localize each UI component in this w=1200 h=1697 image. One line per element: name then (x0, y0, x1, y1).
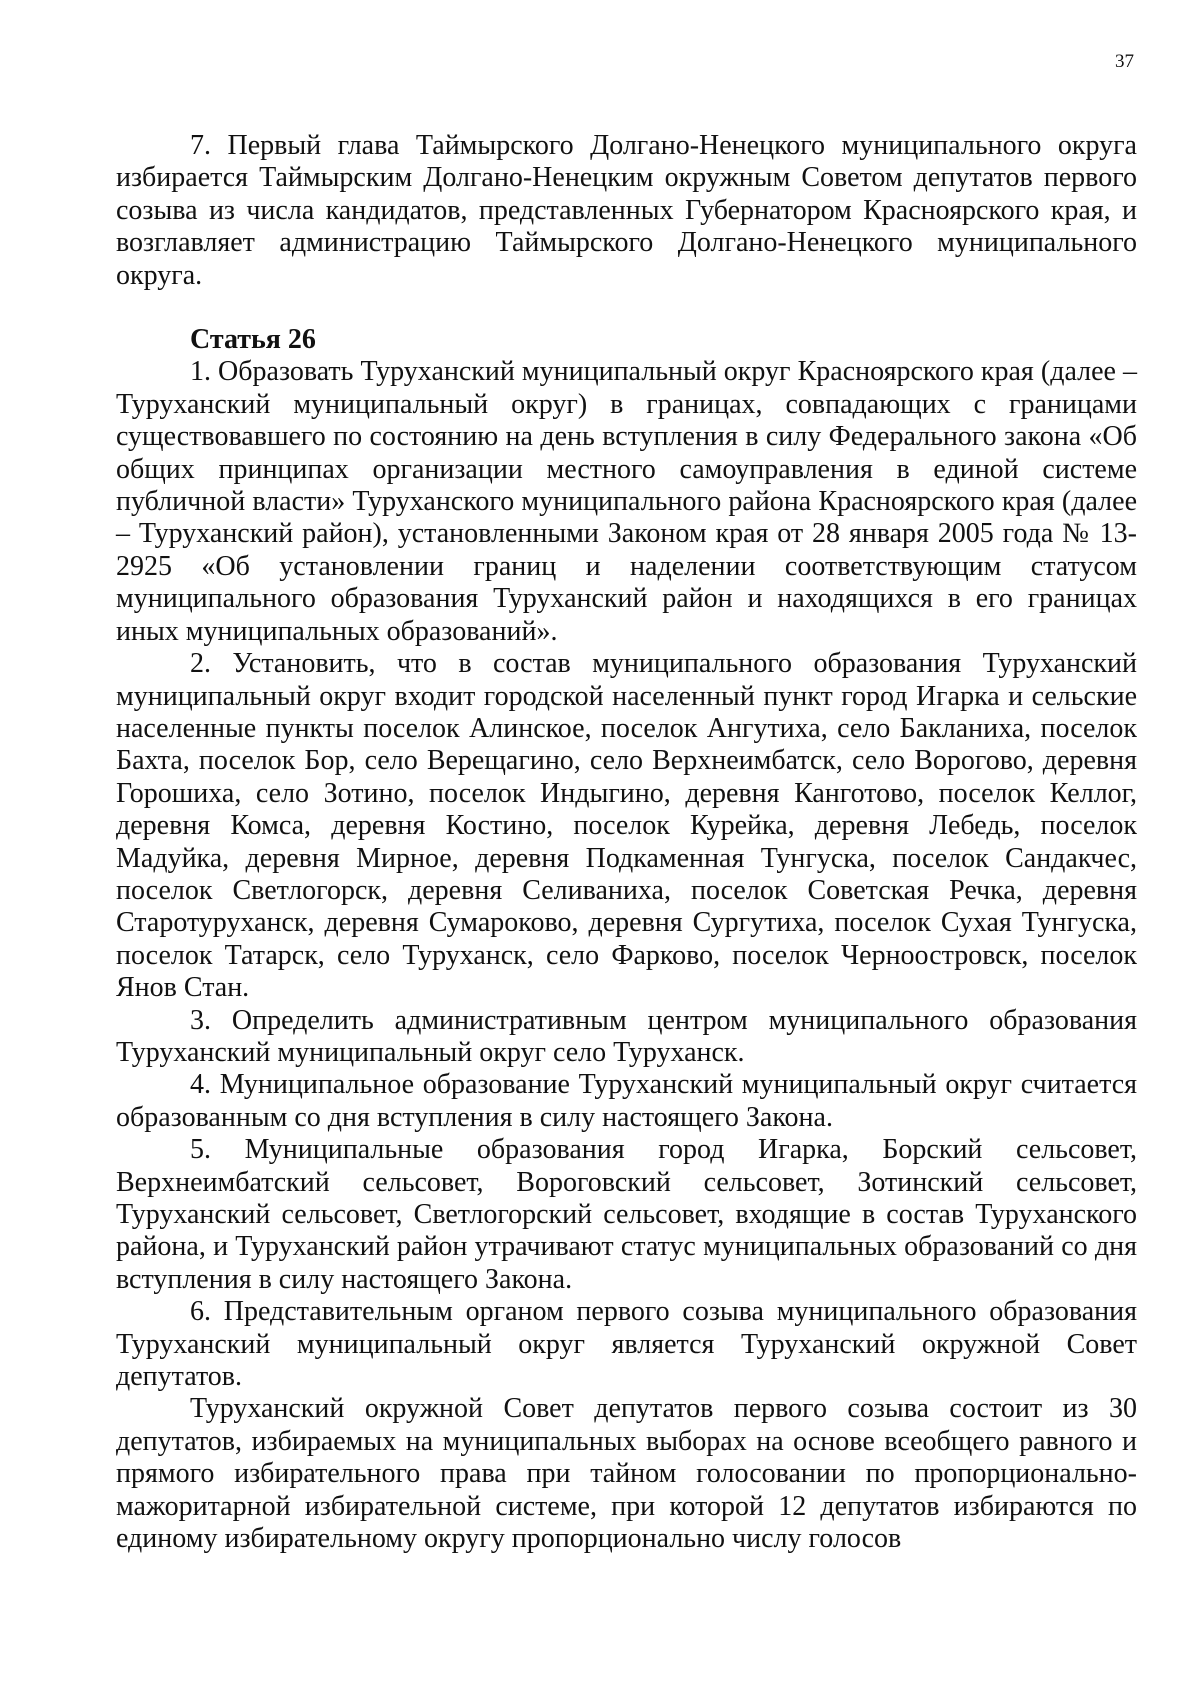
page-number: 37 (1115, 51, 1134, 72)
intro-paragraph: 7. Первый глава Таймырского Долгано-Ненецкого муниципального округа избирается Таймырским Долгано-Ненецким окружным Советом депутатов первого созыва из числа кандидатов, представленных Губернатором Красноярского края, и возглавляет администрацию Таймырского Долгано-Ненецкого муниципального округа. (116, 130, 1137, 291)
article-title: Статья 26 (190, 324, 316, 356)
paragraph-6: 6. Представительным органом первого созыва муниципального образования Туруханский муниципальный округ является Туруханский окружной Совет депутатов. (116, 1296, 1137, 1393)
paragraph-6-continuation: Туруханский окружной Совет депутатов первого созыва состоит из 30 депутатов, избираемых на муниципальных выборах на основе всеобщего равного и прямого избирательного права при тайном голосовании по пропорционально-мажоритарной избирательной системе, при которой 12 депутатов избираются по единому избирательному округу пропорционально числу голосов (116, 1393, 1137, 1555)
paragraph-3: 3. Определить административным центром муниципального образования Туруханский муниципальный округ село Туруханск. (116, 1004, 1137, 1068)
paragraph-5: 5. Муниципальные образования город Игарка, Борский сельсовет, Верхнеимбатский сельсовет, Вороговский сельсовет, Зотинский сельсовет, Туруханский сельсовет, Светлогорский сельсовет, входящие в состав Туруханского района, и Туруханский район утрачивают статус муниципальных образований со дня вступления в силу настоящего Закона. (116, 1134, 1137, 1295)
paragraph-4: 4. Муниципальное образование Туруханский муниципальный округ считается образованным со дня вступления в силу настоящего Закона. (116, 1069, 1137, 1133)
document-body (116, 130, 1137, 1555)
paragraph-1: 1. Образовать Туруханский муниципальный округ Красноярского края (далее – Туруханский муниципальный округ) в границах, совпадающих с границами существовавшего по состоянию на день вступления в силу Федерального закона «Об общих принципах организации местного самоуправления в единой системе публичной власти» Туруханского муниципального района Красноярского края (далее – Туруханский район), установленными Законом края от 28 января 2005 года № 13-2925 «Об установлении границ и наделении соответствующим статусом муниципального образования Туруханский район и находящихся в его границах иных муниципальных образований». (116, 356, 1137, 647)
paragraph-2: 2. Установить, что в состав муниципального образования Туруханский муниципальный округ входит городской населенный пункт город Игарка и сельские населенные пункты поселок Алинское, поселок Ангутиха, село Бакланиха, поселок Бахта, поселок Бор, село Верещагино, село Верхнеимбатск, село Ворогово, деревня Горошиха, село Зотино, поселок Индыгино, деревня Канготово, поселок Келлог, деревня Комса, деревня Костино, поселок Курейка, деревня Лебедь, поселок Мадуйка, деревня Мирное, деревня Подкаменная Тунгуска, поселок Сандакчес, поселок Светлогорск, деревня Селиваниха, поселок Советская Речка, деревня Старотуруханск, деревня Сумароково, деревня Сургутиха, поселок Сухая Тунгуска, поселок Татарск, село Туруханск, село Фарково, поселок Черноостровск, поселок Янов Стан. (116, 648, 1137, 1004)
